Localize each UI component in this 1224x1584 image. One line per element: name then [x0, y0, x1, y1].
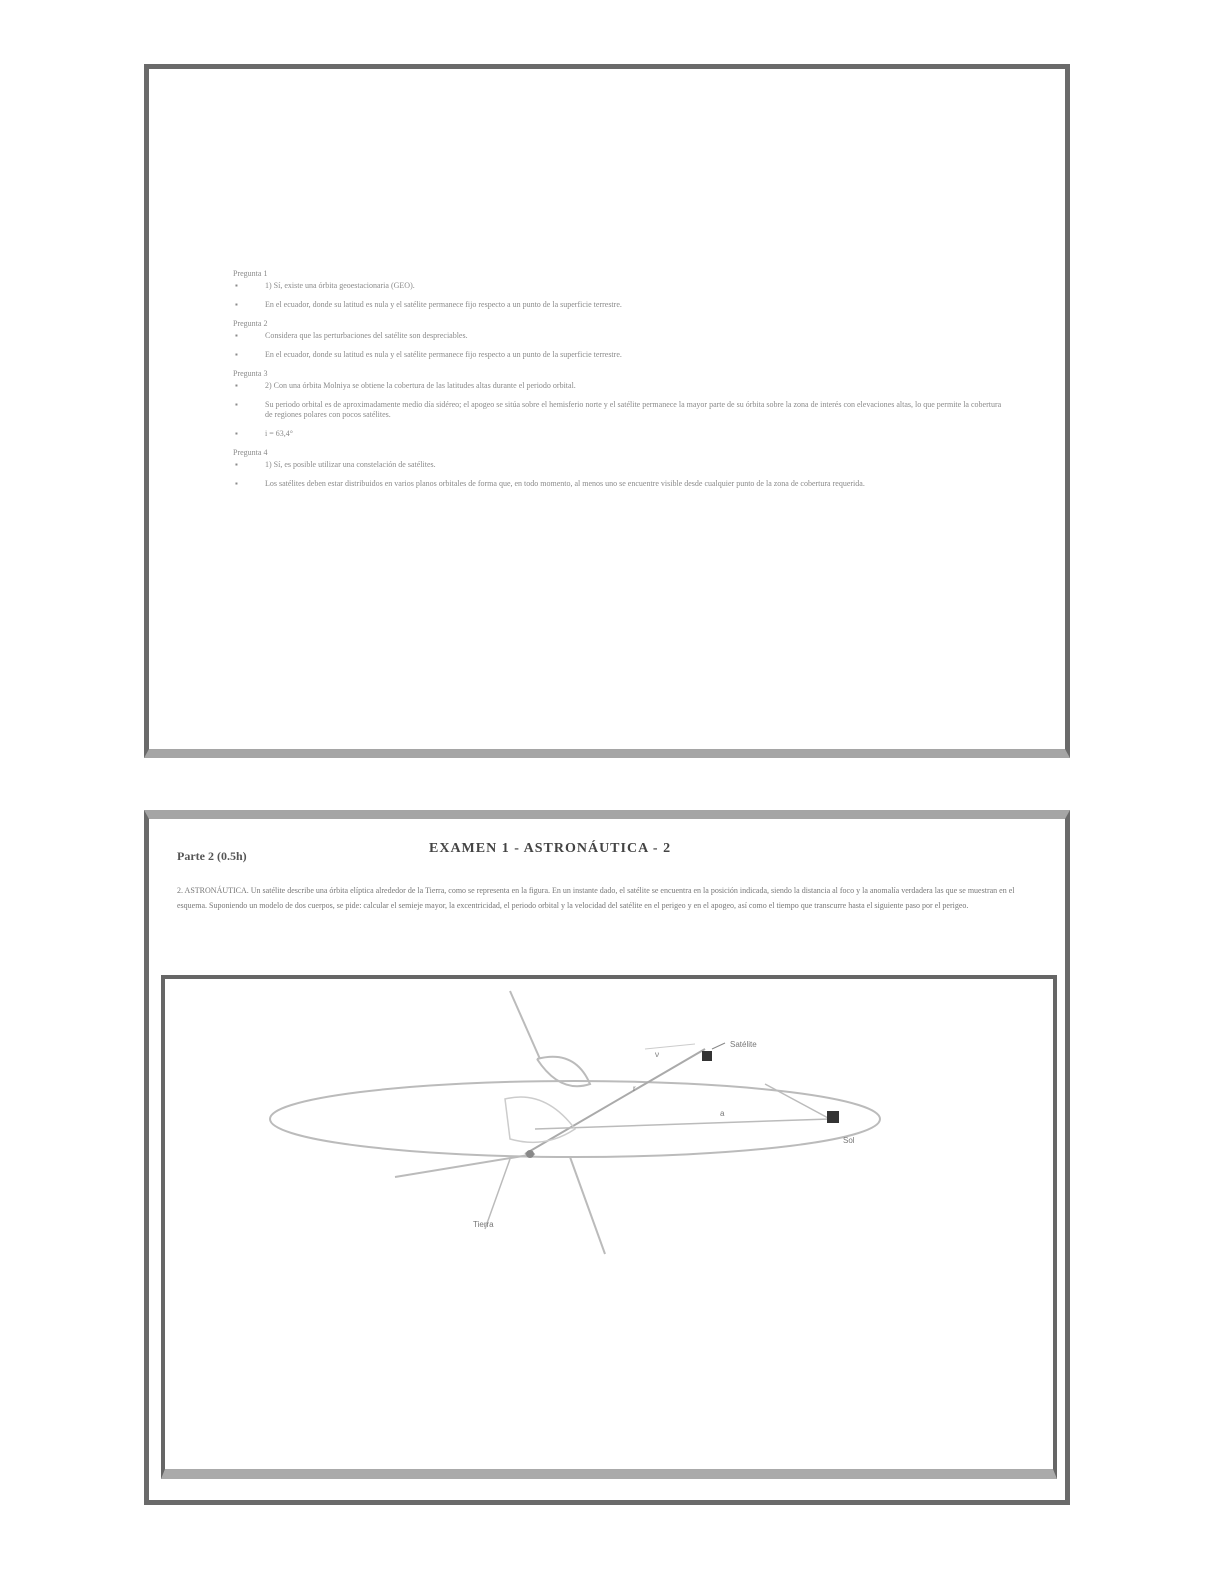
angle-marker: [645, 1044, 695, 1049]
orbit-figure: [161, 975, 1057, 1479]
exercise-statement: 2. ASTRONÁUTICA. Un satélite describe una órbita elíptica alrededor de la Tierra, como se representa en la figura. En un instante dado, el satélite se encuentra en la posición indicada, siendo la distancia al foco y la anomalía verdadera las que se muestran en el esquema. Suponiendo un modelo de dos cuerpos, se pide: calcular el semieje mayor, la excentricidad, el periodo orbital y la velocidad del satélite en el perigeo y en el apogeo, así como el tiempo que transcurre hasta el siguiente paso por el perigeo.: [177, 886, 1015, 910]
radius-line: [525, 1049, 705, 1154]
orbit-ellipse: [270, 1081, 880, 1157]
body-icon: [827, 1111, 839, 1123]
answer-bullet: [233, 429, 1003, 439]
line-of-nodes: [535, 1119, 830, 1129]
orbit-diagram: [165, 979, 1053, 1469]
axis-line: [485, 1159, 510, 1229]
answer-bullet: [233, 350, 1003, 360]
bullet-icon: ▪: [235, 300, 238, 309]
answer-text: 2) Con una órbita Molniya se obtiene la cobertura de las latitudes altas durante el periodo orbital.: [265, 381, 576, 390]
answer-text: Su periodo orbital es de aproximadamente medio día sidéreo; el apogeo se sitúa sobre el hemisferio norte y el satélite permanece la mayor parte de su órbita sobre la zona de interés con elevaciones altas, lo que permite la cobertura de regiones polares con pocos satélites.: [265, 400, 1002, 419]
answer-text: 1) Sí, es posible utilizar una constelación de satélites.: [265, 460, 436, 469]
bullet-icon: ▪: [235, 429, 238, 438]
question-label: Pregunta 2: [233, 319, 268, 328]
bullet-icon: ▪: [235, 381, 238, 390]
answer-bullet: [233, 300, 1003, 310]
answer-bullet: [233, 331, 1003, 341]
bullet-icon: ▪: [235, 331, 238, 340]
bullet-icon: ▪: [235, 479, 238, 488]
bullet-icon: ▪: [235, 281, 238, 290]
answer-bullet: [233, 400, 1003, 420]
slide-exercise: [144, 810, 1070, 1505]
answer-bullet: [233, 281, 1003, 291]
label-sun: Sol: [843, 1136, 855, 1145]
answer-text: 1) Sí, existe una órbita geoestacionaria (GEO).: [265, 281, 415, 290]
question-label: Pregunta 3: [233, 369, 268, 378]
exercise-title: EXAMEN 1 - ASTRONÁUTICA - 2: [429, 841, 672, 856]
answer-text: Los satélites deben estar distribuidos en varios planos orbitales de forma que, en todo momento, al menos uno se encuentre visible desde cualquier punto de la zona de cobertura requerida.: [265, 479, 865, 488]
bullet-icon: ▪: [235, 350, 238, 359]
central-plane: [505, 1097, 575, 1142]
answer-bullet: [233, 479, 1003, 489]
label-r: r: [633, 1084, 636, 1093]
velocity-line: [765, 1084, 830, 1119]
question-label: Pregunta 4: [233, 448, 268, 457]
answer-text: En el ecuador, donde su latitud es nula y el satélite permanece fijo respecto a un punto de la superficie terrestre.: [265, 350, 622, 359]
axis-line: [570, 1157, 605, 1254]
bullet-icon: ▪: [235, 400, 238, 409]
answer-text: i = 63,4°: [265, 429, 293, 438]
exercise-part-label: Parte 2 (0.5h): [177, 849, 247, 863]
label-satellite: Satélite: [730, 1040, 757, 1049]
node-line: [395, 1154, 535, 1177]
answer-bullet: [233, 381, 1003, 391]
earth-icon: [526, 1150, 534, 1158]
question-label: Pregunta 1: [233, 269, 268, 278]
satellite-icon: [702, 1051, 712, 1061]
label-earth: Tierra: [473, 1220, 494, 1229]
answers-list: [233, 265, 1003, 498]
bullet-icon: ▪: [235, 460, 238, 469]
label-nu: ν: [655, 1050, 659, 1059]
slide-answers: [144, 64, 1070, 758]
axis-line: [510, 991, 540, 1059]
answer-text: Considera que las perturbaciones del satélite son despreciables.: [265, 331, 468, 340]
answer-text: En el ecuador, donde su latitud es nula y el satélite permanece fijo respecto a un punto de la superficie terrestre.: [265, 300, 622, 309]
label-a: a: [720, 1109, 725, 1118]
answer-bullet: [233, 460, 1003, 470]
